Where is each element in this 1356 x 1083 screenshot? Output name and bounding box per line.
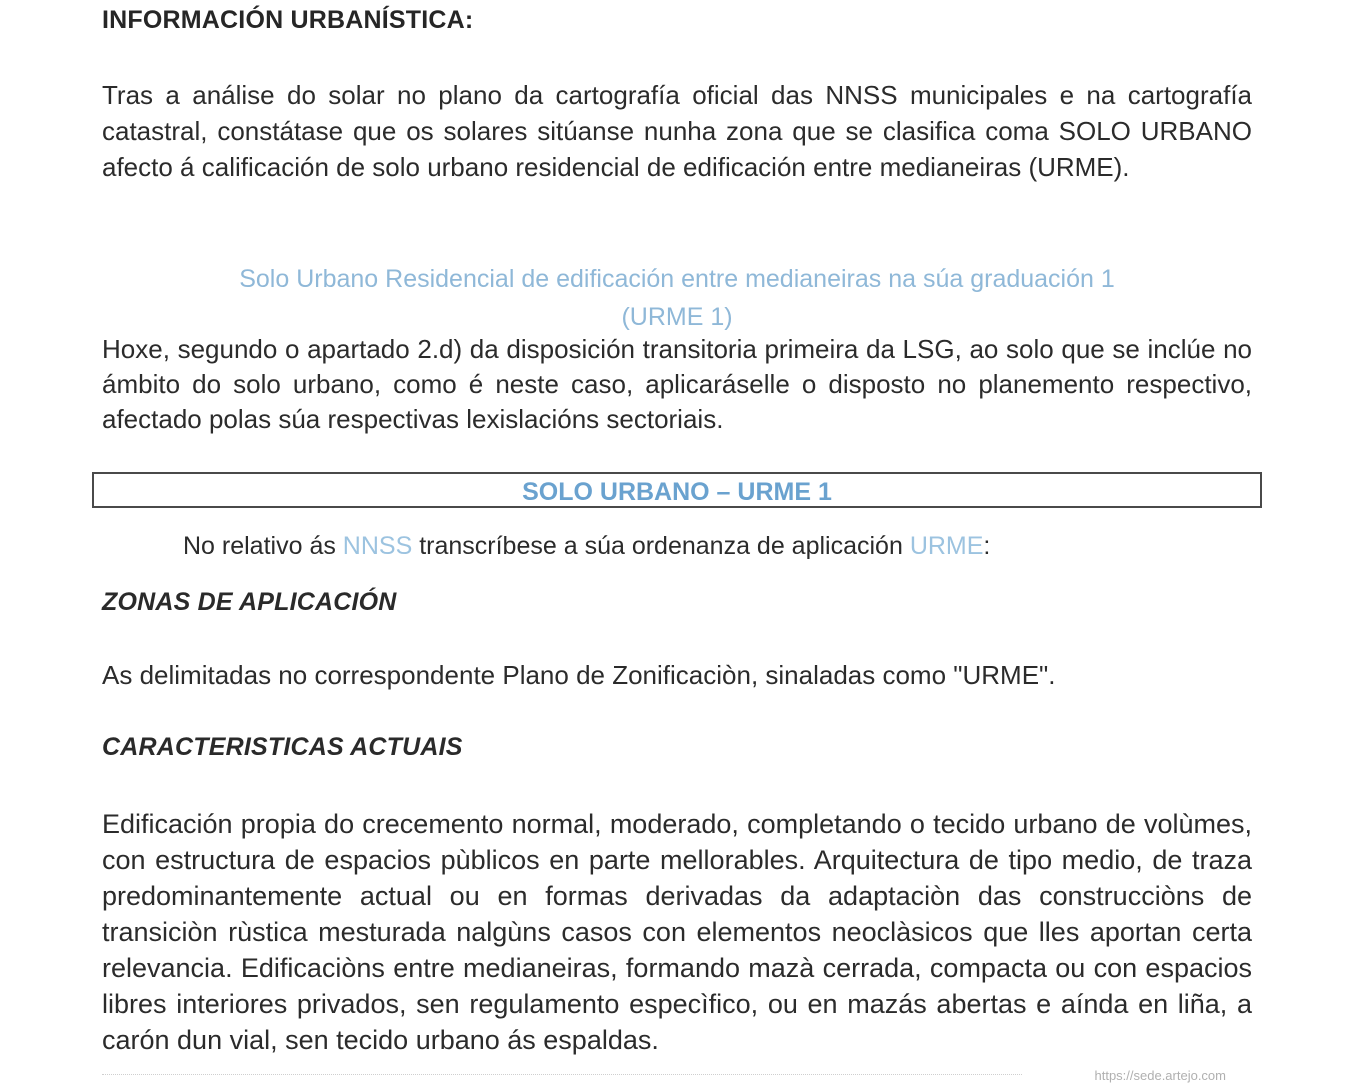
zone-title-box: SOLO URBANO – URME 1 xyxy=(92,472,1262,508)
footer-divider xyxy=(102,1074,1022,1075)
ordinance-intro xyxy=(183,532,990,561)
nnss-highlight: NNSS xyxy=(342,532,413,560)
footer-link[interactable]: https://sede.artejo.com xyxy=(1094,1068,1226,1083)
urme-highlight: URME xyxy=(909,532,984,560)
page-title: INFORMACIÓN URBANÍSTICA: xyxy=(102,6,474,34)
ordinance-intro-prefix: No relativo ás xyxy=(183,532,343,560)
classification-heading-line2: (URME 1) xyxy=(621,303,733,331)
classification-heading-line1: Solo Urbano Residencial de edificación entre medianeiras na súa graduación 1 xyxy=(239,265,1115,293)
section-title-caracteristicas: CARACTERISTICAS ACTUAIS xyxy=(102,733,463,761)
intro-paragraph: Tras a análise do solar no plano da cartografía oficial das NNSS municipales e na cartografía catastral, constátase que os solares sitúanse nunha zona que se clasifica coma SOLO URBANO afecto á calificación de solo urbano residencial de edificación entre medianeiras (URME). xyxy=(102,80,1252,182)
ordinance-intro-suffix: : xyxy=(983,532,991,560)
ordinance-intro-middle: transcríbese a súa ordenanza de aplicación xyxy=(412,532,910,560)
transitional-paragraph: Hoxe, segundo o apartado 2.d) da disposición transitoria primeira da LSG, ao solo que se inclúe no ámbito do solo urbano, como é neste caso, aplicaráselle o disposto no planemento respectivo, afectado polas súa respectivas lexislacións sectoriais. xyxy=(102,334,1252,434)
classification-heading xyxy=(102,260,1252,336)
section-title-zonas: ZONAS DE APLICACIÓN xyxy=(102,588,397,616)
section-text-zonas: As delimitadas no correspondente Plano de Zonificaciòn, sinaladas como "URME". xyxy=(102,660,1056,690)
section-text-caracteristicas: Edificación propia do crecemento normal, moderado, completando o tecido urbano de volùmes, con estructura de espacios pùblicos en parte mellorables. Arquitectura de tipo medio, de traza predominantemente actual ou en formas derivadas da adaptaciòn das construcciòns de transiciòn rùstica mesturada nalgùns casos con elementos neoclàsicos que lles aportan certa relevancia. Edificaciòns entre medianeiras, formando mazà cerrada, compacta ou con espacios libres interiores privados, sen regulamento especìfico, ou en mazás abertas e aínda en liña, a carón dun vial, sen tecido urbano ás espaldas. xyxy=(102,809,1252,1055)
